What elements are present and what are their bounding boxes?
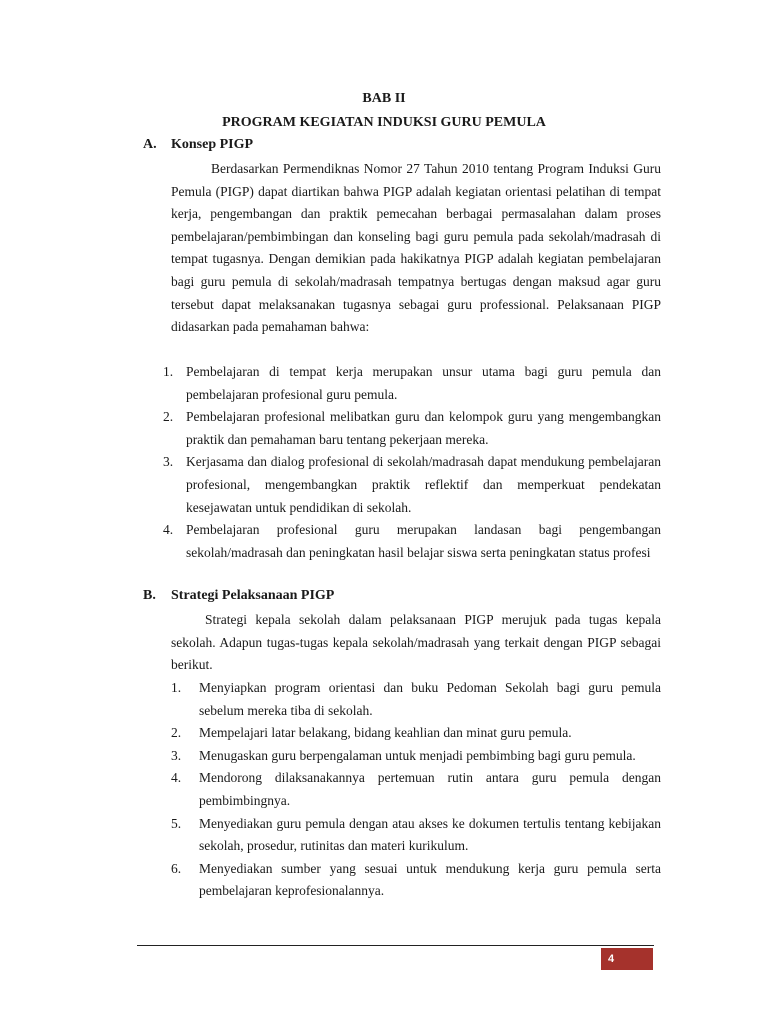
list-item-number: 3. bbox=[163, 454, 174, 470]
list-item bbox=[163, 361, 661, 406]
list-item bbox=[171, 677, 661, 722]
list-item-number: 1. bbox=[171, 680, 182, 695]
list-item-number: 4. bbox=[171, 770, 182, 786]
section-b-list bbox=[171, 677, 661, 903]
list-item-text: Menyediakan sumber yang sesuai untuk mendukung kerja guru pemula serta pembelajaran keprofesionalannya. bbox=[199, 860, 661, 899]
list-item-text: Pembelajaran di tempat kerja merupakan unsur utama bagi guru pemula dan pembelajaran profesional guru pemula. bbox=[186, 364, 661, 402]
list-item-number: 5. bbox=[171, 815, 182, 831]
section-b-paragraph: Strategi kepala sekolah dalam pelaksanaan PIGP merujuk pada tugas kepala sekolah. Adapun tugas-tugas kepala sekolah/madrasah yang terkait dengan PIGP sebagai berikut. bbox=[171, 612, 661, 673]
list-item-text: Menugaskan guru berpengalaman untuk menjadi pembimbing bagi guru pemula. bbox=[199, 747, 636, 763]
list-item bbox=[171, 767, 661, 812]
list-item-number: 3. bbox=[171, 747, 182, 763]
list-item bbox=[163, 519, 661, 564]
section-b-title: Strategi Pelaksanaan PIGP bbox=[171, 588, 335, 603]
chapter-number: BAB II bbox=[362, 91, 406, 106]
list-item-number: 1. bbox=[163, 364, 174, 379]
list-item bbox=[163, 406, 661, 451]
list-item bbox=[171, 722, 661, 745]
list-item-number: 6. bbox=[171, 860, 182, 876]
section-a-letter: A. bbox=[143, 137, 157, 152]
footer-divider bbox=[137, 945, 654, 946]
section-a-heading bbox=[143, 137, 253, 153]
section-b-letter: B. bbox=[143, 588, 156, 603]
list-item-text: Mendorong dilaksanakannya pertemuan rutin antara guru pemula dengan pembimbingnya. bbox=[199, 770, 661, 808]
list-item bbox=[163, 451, 661, 519]
list-item-text: Kerjasama dan dialog profesional di sekolah/madrasah dapat mendukung pembelajaran profesional, mengembangkan praktik reflektif dan memperkuat pendekatan kesejawatan untuk pendidikan di sekolah. bbox=[186, 454, 661, 515]
section-a-list bbox=[163, 361, 661, 564]
list-item-number: 4. bbox=[163, 522, 174, 538]
chapter-title: PROGRAM KEGIATAN INDUKSI GURU PEMULA bbox=[222, 115, 546, 130]
list-item-number: 2. bbox=[171, 725, 182, 741]
list-item-text: Pembelajaran profesional guru merupakan landasan bagi pengembangan sekolah/madrasah dan peningkatan hasil belajar siswa serta peningkatan status profesi bbox=[186, 522, 661, 560]
page-number-badge: 4 bbox=[601, 948, 653, 970]
list-item-text: Menyediakan guru pemula dengan atau akses ke dokumen tertulis tentang kebijakan sekolah, prosedur, rutinitas dan materi kurikulum. bbox=[199, 815, 661, 854]
section-a-paragraph: Berdasarkan Permendiknas Nomor 27 Tahun 2010 tentang Program Induksi Guru Pemula (PIGP) dapat diartikan bahwa PIGP adalah kegiatan orientasi pelatihan di tempat kerja, pengembangan dan praktik pemecahan berbagai permasalahan dalam proses pembelajaran/pembimbingan dan konseling bagi guru pemula pada sekolah/madrasah di tempat tugasnya. Dengan demikian pada hakikatnya PIGP adalah kegiatan pembelajaran bagi guru pemula di sekolah/madrasah tempatnya bertugas dengan maksud agar guru tersebut dapat melaksanakan tugasnya sebagai guru professional. Pelaksanaan PIGP didasarkan pada pemahaman bahwa: bbox=[171, 161, 661, 335]
list-item-text: Menyiapkan program orientasi dan buku Pedoman Sekolah bagi guru pemula sebelum mereka tiba di sekolah. bbox=[199, 680, 661, 718]
section-a-title: Konsep PIGP bbox=[171, 137, 254, 152]
list-item bbox=[171, 858, 661, 903]
list-item-text: Mempelajari latar belakang, bidang keahlian dan minat guru pemula. bbox=[199, 725, 572, 741]
list-item bbox=[171, 745, 661, 768]
list-item bbox=[171, 813, 661, 858]
section-b-heading bbox=[143, 588, 334, 604]
list-item-text: Pembelajaran profesional melibatkan guru dan kelompok guru yang mengembangkan praktik dan pemahaman baru tentang pekerjaan mereka. bbox=[186, 409, 661, 447]
list-item-number: 2. bbox=[163, 409, 174, 425]
